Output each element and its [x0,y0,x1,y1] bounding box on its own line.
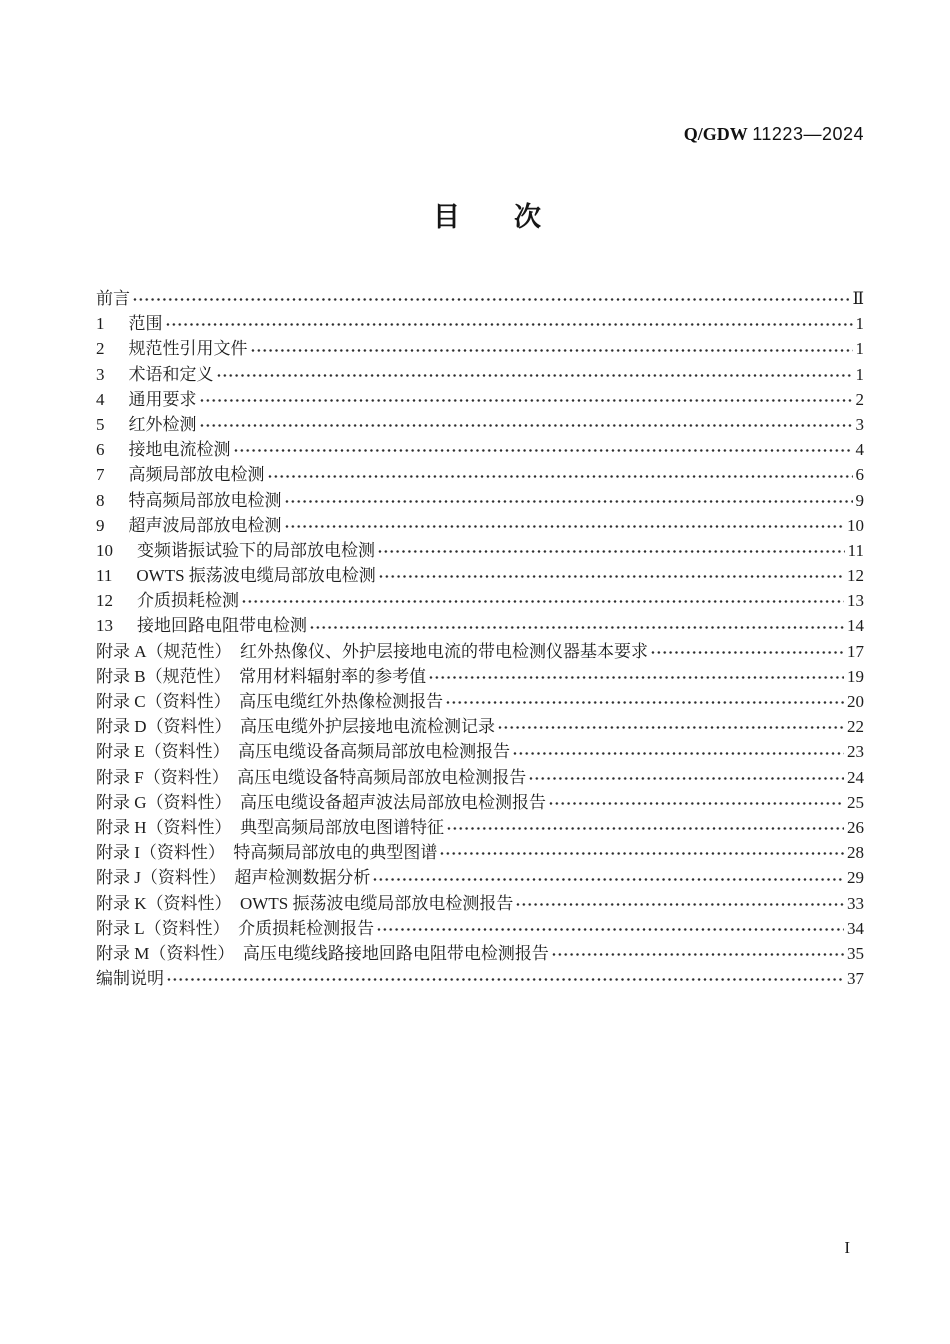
toc-entry-number: 12 [96,591,113,611]
toc-page-number: 17 [847,641,864,661]
toc-row [96,815,864,840]
dot-leader [445,689,844,714]
dot-leader [284,513,845,538]
toc-entry-label: 超声波局部放电检测 [128,515,282,535]
dot-leader [166,966,844,991]
toc-entry-number: 5 [96,414,105,434]
toc-page-number: 1 [855,364,864,384]
toc-row [96,891,864,916]
toc-entry-label: 接地回路电阻带电检测 [137,616,307,636]
toc-entry-number: 3 [96,364,105,384]
toc-entry-label: 附录 B（规范性） 常用材料辐射率的参考值 [96,666,427,686]
toc-page-number: 4 [855,440,864,460]
toc-row [96,941,864,966]
toc-page-number: Ⅱ [852,289,864,308]
toc-row [96,664,864,689]
dot-leader [376,916,844,941]
toc-entry-label: 高频局部放电检测 [128,465,265,485]
toc-entry-label: 特高频局部放电检测 [128,490,282,510]
page-title: 目 次 [433,202,541,232]
toc-entry-label: OWTS 振荡波电缆局部放电检测 [136,566,376,586]
toc-entry-label: 附录 F（资料性） 高压电缆设备特高频局部放电检测报告 [96,767,527,787]
doc-code [684,124,864,144]
toc-page-number: 3 [855,414,864,434]
toc-entry-label: 附录 C（资料性） 高压电缆红外热像检测报告 [96,692,444,711]
dot-leader [650,639,844,664]
toc-entry-label: 通用要求 [128,389,197,409]
dot-leader [233,437,853,462]
toc-page-number: 6 [855,465,864,485]
toc-entry-number: 11 [96,566,113,586]
toc-row [96,462,864,487]
doc-code-prefix: Q/GDW [683,124,748,144]
toc-entry-label: 附录 L（资料性） 介质损耗检测报告 [96,918,375,938]
toc-entry-number: 8 [96,490,105,510]
toc-entry-label: 红外检测 [128,414,197,434]
toc-page-number: 33 [847,893,864,913]
toc-page-number: 23 [847,742,864,762]
toc-row [96,387,864,412]
toc-page-number: 22 [847,717,864,737]
toc-entry-label: 附录 G（资料性） 高压电缆设备超声波法局部放电检测报告 [96,792,547,812]
toc-row [96,412,864,437]
toc-entry-label: 介质损耗检测 [137,591,239,611]
toc-page-number: 19 [847,666,864,686]
toc-row [96,311,864,336]
toc-entry-label: 范围 [128,314,163,334]
dot-leader [512,739,844,764]
footer-page-number: I [844,1238,850,1257]
toc-entry-label: 接地电流检测 [128,440,231,460]
dot-leader [250,336,853,361]
toc-page-number: 26 [847,817,864,837]
toc-row [96,689,864,714]
toc-row [96,865,864,890]
dot-leader [241,588,844,613]
toc-row [96,765,864,790]
toc-entry-number: 4 [96,389,105,409]
toc-entry-label: 规范性引用文件 [128,339,248,359]
toc-row [96,336,864,361]
toc-entry-label: 附录 A（规范性） 红外热像仪、外护层接地电流的带电检测仪器基本要求 [96,641,649,661]
toc-page-number: 11 [847,540,864,560]
toc-page-number: 12 [847,566,864,586]
dot-leader [199,387,853,412]
toc-row [96,966,864,991]
toc-entry-label: 附录 H（资料性） 典型高频局部放电图谱特征 [96,817,445,837]
dot-leader [551,941,844,966]
toc-row [96,840,864,865]
dot-leader [216,362,853,387]
toc-entry-label: 附录 I（资料性） 特高频局部放电的典型图谱 [96,843,438,863]
toc-entry-number: 1 [96,314,105,334]
toc-row [96,790,864,815]
toc-entry-label: 附录 E（资料性） 高压电缆设备高频局部放电检测报告 [96,742,511,762]
toc-page-number: 10 [847,515,864,535]
dot-leader [309,613,844,638]
toc-row [96,362,864,387]
toc-page-number: 20 [847,692,864,711]
toc-page-number: 2 [855,389,864,409]
toc-page-number: 9 [855,490,864,510]
toc-row [96,639,864,664]
dot-leader [515,891,844,916]
toc-row [96,286,864,311]
dot-leader [372,865,844,890]
dot-leader [284,488,853,513]
toc-row [96,437,864,462]
toc-entry-label: 术语和定义 [128,364,214,384]
dot-leader [132,286,849,311]
toc-page-number: 28 [847,843,864,863]
toc-page-number: 29 [847,868,864,888]
toc-page-number: 14 [847,616,864,636]
toc-entry-number: 7 [96,465,105,485]
toc-entry-label: 附录 K（资料性） OWTS 振荡波电缆局部放电检测报告 [96,893,514,913]
toc-row [96,513,864,538]
toc-page-number: 25 [847,792,864,812]
toc-entry-number: 9 [96,515,105,535]
dot-leader [497,714,844,739]
toc-entry-label: 变频谐振试验下的局部放电检测 [137,540,375,560]
toc-entry-label: 编制说明 [96,969,164,989]
toc-entry-number: 2 [96,339,105,359]
toc-entry-number: 13 [96,616,113,636]
dot-leader [377,538,845,563]
dot-leader [528,765,844,790]
doc-code-number: 11223—2024 [752,124,864,144]
toc-page-number: 13 [847,591,864,611]
toc-page-number: 1 [855,339,864,359]
toc-entry-label: 附录 J（资料性） 超声检测数据分析 [96,868,371,888]
toc-entry-number: 6 [96,440,105,460]
toc-row [96,488,864,513]
toc-page-number: 34 [847,918,864,938]
dot-leader [548,790,844,815]
toc-row [96,739,864,764]
dot-leader [199,412,853,437]
toc-page-number: 1 [855,314,864,334]
toc-entry-number: 10 [96,540,113,560]
toc-row [96,538,864,563]
toc-entry-label: 附录 M（资料性） 高压电缆线路接地回路电阻带电检测报告 [96,943,549,963]
toc-row [96,563,864,588]
dot-leader [428,664,844,689]
dot-leader [439,840,844,865]
dot-leader [446,815,844,840]
dot-leader [267,462,853,487]
toc-entry-label: 附录 D（资料性） 高压电缆外护层接地电流检测记录 [96,717,496,737]
toc-page-number: 37 [847,969,864,989]
toc-list [96,286,864,991]
toc-row [96,714,864,739]
toc-row [96,613,864,638]
toc-row [96,916,864,941]
dot-leader [165,311,853,336]
toc-page-number: 24 [847,767,864,787]
dot-leader [378,563,844,588]
toc-entry-label: 前言 [96,289,130,308]
toc-page-number: 35 [847,943,864,963]
toc-row [96,588,864,613]
